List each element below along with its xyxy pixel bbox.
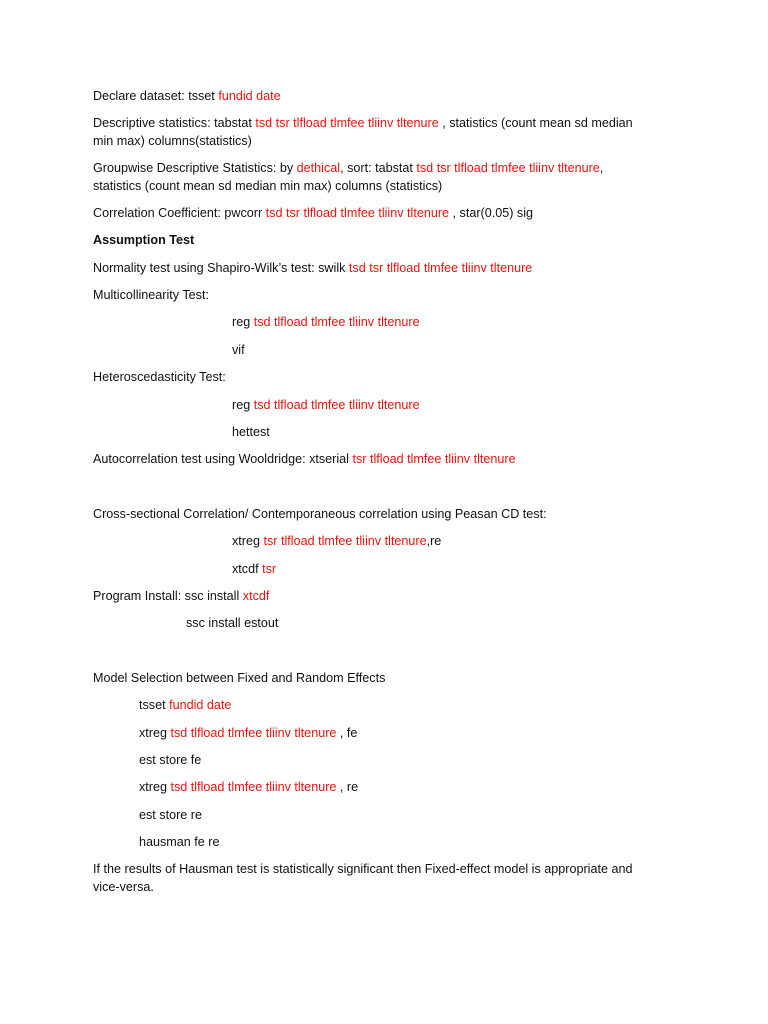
model-tsset-line bbox=[139, 696, 231, 714]
autocorrelation-vars: tsr tlfload tlmfee tliinv tltenure bbox=[352, 452, 516, 466]
multicollinearity-reg-line bbox=[232, 313, 420, 331]
multicollinearity-reg-cmd: reg bbox=[232, 315, 254, 329]
descriptive-rest: , statistics (count mean sd median bbox=[438, 116, 633, 130]
model-tsset-vars: fundid date bbox=[169, 698, 232, 712]
hettest-line: hettest bbox=[232, 425, 270, 439]
declare-dataset-line bbox=[93, 87, 281, 105]
est-store-fe-line: est store fe bbox=[139, 753, 202, 767]
descriptive-stats-line-1 bbox=[93, 114, 633, 132]
model-xtreg-re-rest: , re bbox=[336, 780, 359, 794]
cross-sectional-label: Cross-sectional Correlation/ Contemporaneous correlation using Peasan CD test: bbox=[93, 507, 547, 521]
xtcdf-line bbox=[232, 560, 276, 578]
descriptive-stats-line-2: min max) columns(statistics) bbox=[93, 134, 252, 148]
descriptive-label: Descriptive statistics: tabstat bbox=[93, 116, 256, 130]
assumption-test-heading: Assumption Test bbox=[93, 233, 195, 247]
cross-sectional-xtreg-rest: ,re bbox=[426, 534, 442, 548]
program-install-line bbox=[93, 587, 269, 605]
groupwise-label: Groupwise Descriptive Statistics: by bbox=[93, 161, 297, 175]
conclusion-line-2: vice-versa. bbox=[93, 880, 154, 894]
heteroscedasticity-reg-vars: tsd tlfload tlmfee tliinv tltenure bbox=[253, 398, 420, 412]
model-xtreg-re-line bbox=[139, 778, 358, 796]
conclusion-line-1: If the results of Hausman test is statistically significant then Fixed-effect model is appropriate and bbox=[93, 862, 633, 876]
heteroscedasticity-label: Heteroscedasticity Test: bbox=[93, 370, 226, 384]
install-label: Program Install: ssc install bbox=[93, 589, 243, 603]
correlation-line bbox=[93, 204, 533, 222]
xtcdf-cmd: xtcdf bbox=[232, 562, 263, 576]
model-selection-heading: Model Selection between Fixed and Random Effects bbox=[93, 671, 386, 685]
multicollinearity-label: Multicollinearity Test: bbox=[93, 288, 209, 302]
cross-sectional-xtreg-vars: tsr tlfload tlmfee tliinv tltenure bbox=[263, 534, 427, 548]
cross-sectional-xtreg-line bbox=[232, 532, 441, 550]
cross-sectional-xtreg-cmd: xtreg bbox=[232, 534, 264, 548]
declare-label: Declare dataset: tsset bbox=[93, 89, 219, 103]
heteroscedasticity-reg-cmd: reg bbox=[232, 398, 254, 412]
autocorrelation-line bbox=[93, 450, 516, 468]
hausman-line: hausman fe re bbox=[139, 835, 220, 849]
vif-line: vif bbox=[232, 343, 245, 357]
multicollinearity-reg-vars: tsd tlfload tlmfee tliinv tltenure bbox=[253, 315, 420, 329]
groupwise-stats-line-2: statistics (count mean sd median min max) columns (statistics) bbox=[93, 179, 443, 193]
model-xtreg-fe-vars: tsd tlfload tlmfee tliinv tltenure bbox=[170, 726, 337, 740]
groupwise-stats-line-1 bbox=[93, 159, 603, 177]
model-xtreg-fe-line bbox=[139, 724, 357, 742]
heteroscedasticity-reg-line bbox=[232, 396, 420, 414]
model-xtreg-re-vars: tsd tlfload tlmfee tliinv tltenure bbox=[170, 780, 337, 794]
groupwise-rest: , bbox=[599, 161, 604, 175]
xtcdf-var: tsr bbox=[262, 562, 277, 576]
declare-vars: fundid date bbox=[218, 89, 281, 103]
correlation-rest: , star(0.05) sig bbox=[449, 206, 534, 220]
est-store-re-line: est store re bbox=[139, 808, 202, 822]
install-estout-line: ssc install estout bbox=[186, 616, 279, 630]
model-tsset-cmd: tsset bbox=[139, 698, 170, 712]
model-xtreg-fe-rest: , fe bbox=[336, 726, 358, 740]
groupwise-mid: , sort: tabstat bbox=[340, 161, 417, 175]
correlation-vars: tsd tsr tlfload tlmfee tliinv tltenure bbox=[265, 206, 450, 220]
normality-vars: tsd tsr tlfload tlmfee tliinv tltenure bbox=[348, 261, 533, 275]
groupwise-by-var: dethical bbox=[296, 161, 341, 175]
autocorrelation-label: Autocorrelation test using Wooldridge: xtserial bbox=[93, 452, 353, 466]
normality-line bbox=[93, 259, 532, 277]
normality-label: Normality test using Shapiro-Wilk’s test: swilk bbox=[93, 261, 349, 275]
install-pkg: xtcdf bbox=[242, 589, 270, 603]
descriptive-vars: tsd tsr tlfload tlmfee tliinv tltenure bbox=[255, 116, 439, 130]
groupwise-vars: tsd tsr tlfload tlmfee tliinv tltenure bbox=[416, 161, 600, 175]
model-xtreg-fe-cmd: xtreg bbox=[139, 726, 171, 740]
model-xtreg-re-cmd: xtreg bbox=[139, 780, 171, 794]
correlation-label: Correlation Coefficient: pwcorr bbox=[93, 206, 266, 220]
